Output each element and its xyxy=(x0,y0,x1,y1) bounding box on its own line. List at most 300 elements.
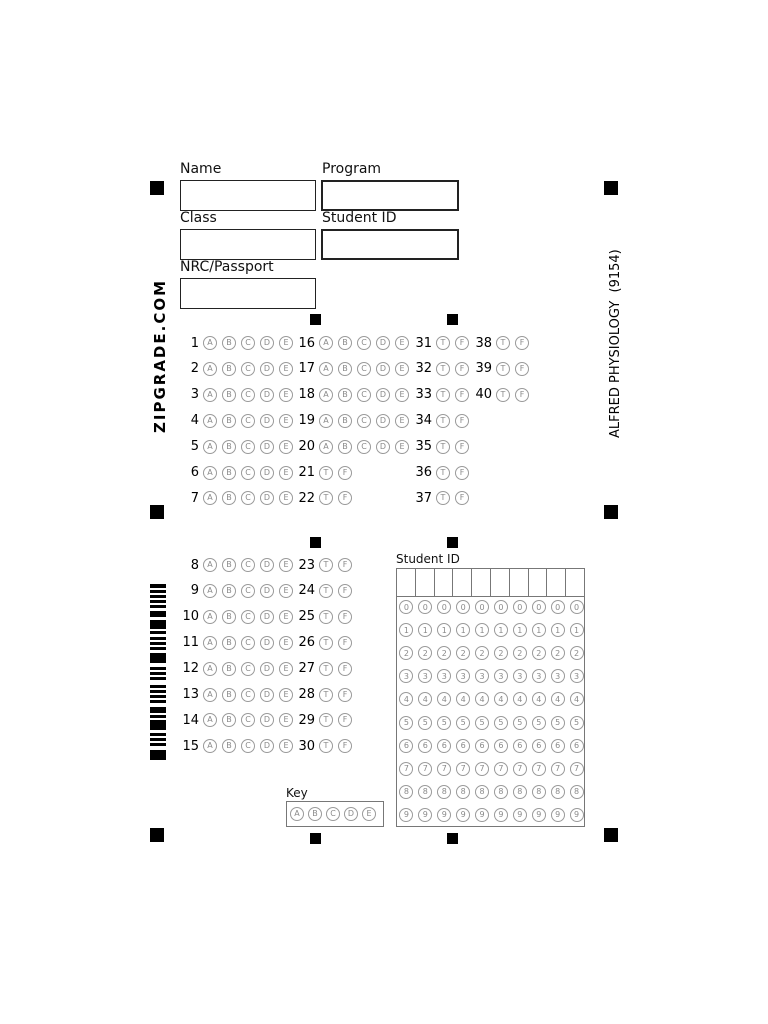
answer-bubble-e[interactable]: E xyxy=(279,636,293,650)
question-row xyxy=(181,581,298,601)
answer-bubble-d[interactable]: D xyxy=(260,688,274,702)
answer-bubble-f[interactable]: F xyxy=(455,414,469,428)
student-id-write-in-cell[interactable] xyxy=(566,569,584,596)
student-id-bubble-0[interactable]: 0 xyxy=(437,600,451,614)
student-id-bubble-4[interactable]: 4 xyxy=(513,692,527,706)
answer-bubble-t[interactable]: T xyxy=(319,491,333,505)
answer-bubble-f[interactable]: F xyxy=(455,466,469,480)
student-id-bubble-4[interactable]: 4 xyxy=(532,692,546,706)
student-id-bubble-1[interactable]: 1 xyxy=(437,623,451,637)
student-id-bubble-9[interactable]: 9 xyxy=(551,808,565,822)
student-id-bubble-7[interactable]: 7 xyxy=(399,762,413,776)
answer-bubble-a[interactable]: A xyxy=(319,336,333,350)
answer-bubble-c[interactable]: C xyxy=(357,440,371,454)
answer-bubble-b[interactable]: B xyxy=(338,440,352,454)
question-row xyxy=(297,437,414,457)
key-bubble-e[interactable]: E xyxy=(362,807,376,821)
answer-bubble-f[interactable]: F xyxy=(455,491,469,505)
answer-bubble-t[interactable]: T xyxy=(436,388,450,402)
answer-bubble-d[interactable]: D xyxy=(260,739,274,753)
answer-bubble-b[interactable]: B xyxy=(222,610,236,624)
student-id-grid xyxy=(396,568,585,827)
answer-bubble-f[interactable]: F xyxy=(515,336,529,350)
student-id-bubble-0[interactable]: 0 xyxy=(551,600,565,614)
student-id-bubble-1[interactable]: 1 xyxy=(513,623,527,637)
student-id-bubble-5[interactable]: 5 xyxy=(418,716,432,730)
student-id-write-in-cell[interactable] xyxy=(510,569,529,596)
answer-bubble-c[interactable]: C xyxy=(241,336,255,350)
sheet-title xyxy=(604,245,624,440)
answer-bubble-f[interactable]: F xyxy=(338,739,352,753)
answer-bubble-t[interactable]: T xyxy=(319,466,333,480)
answer-bubble-c[interactable]: C xyxy=(241,558,255,572)
answer-bubble-t[interactable]: T xyxy=(319,584,333,598)
student-id-bubble-3[interactable]: 3 xyxy=(570,669,584,683)
answer-bubble-f[interactable]: F xyxy=(455,362,469,376)
answer-bubble-f[interactable]: F xyxy=(515,362,529,376)
question-row xyxy=(181,463,298,483)
question-row xyxy=(181,385,298,405)
answer-bubble-c[interactable]: C xyxy=(241,610,255,624)
answer-bubble-b[interactable]: B xyxy=(222,558,236,572)
answer-bubble-a[interactable]: A xyxy=(203,713,217,727)
student-id-bubble-5[interactable]: 5 xyxy=(475,716,489,730)
answer-bubble-b[interactable]: B xyxy=(338,362,352,376)
answer-bubble-d[interactable]: D xyxy=(376,362,390,376)
answer-bubble-c[interactable]: C xyxy=(241,388,255,402)
question-row xyxy=(297,333,414,353)
answer-bubble-t[interactable]: T xyxy=(496,362,510,376)
answer-bubble-t[interactable]: T xyxy=(319,610,333,624)
student-id-bubble-0[interactable]: 0 xyxy=(399,600,413,614)
student-id-write-in-cell[interactable] xyxy=(453,569,472,596)
answer-bubble-a[interactable]: A xyxy=(203,558,217,572)
question-number: 22 xyxy=(298,490,315,506)
student-id-bubble-5[interactable]: 5 xyxy=(532,716,546,730)
answer-bubble-a[interactable]: A xyxy=(203,362,217,376)
answer-bubble-f[interactable]: F xyxy=(455,388,469,402)
answer-bubble-c[interactable]: C xyxy=(241,414,255,428)
student-id-bubble-8[interactable]: 8 xyxy=(532,785,546,799)
answer-bubble-e[interactable]: E xyxy=(279,584,293,598)
answer-bubble-a[interactable]: A xyxy=(203,739,217,753)
student-id-field[interactable] xyxy=(321,229,459,260)
answer-bubble-b[interactable]: B xyxy=(222,362,236,376)
answer-bubble-a[interactable]: A xyxy=(203,491,217,505)
student-id-bubble-1[interactable]: 1 xyxy=(551,623,565,637)
answer-bubble-t[interactable]: T xyxy=(496,388,510,402)
answer-bubble-a[interactable]: A xyxy=(203,336,217,350)
student-id-bubble-0[interactable]: 0 xyxy=(418,600,432,614)
student-id-bubble-1[interactable]: 1 xyxy=(456,623,470,637)
student-id-bubble-4[interactable]: 4 xyxy=(551,692,565,706)
student-id-bubble-0[interactable]: 0 xyxy=(532,600,546,614)
answer-bubble-d[interactable]: D xyxy=(260,558,274,572)
answer-bubble-c[interactable]: C xyxy=(357,362,371,376)
answer-bubble-f[interactable]: F xyxy=(455,336,469,350)
class-label: Class xyxy=(180,210,217,226)
answer-bubble-c[interactable]: C xyxy=(241,362,255,376)
answer-bubble-t[interactable]: T xyxy=(436,414,450,428)
student-id-bubble-8[interactable]: 8 xyxy=(513,785,527,799)
barcode-bar xyxy=(150,590,166,593)
answer-bubble-a[interactable]: A xyxy=(203,414,217,428)
answer-bubble-d[interactable]: D xyxy=(376,388,390,402)
student-id-bubble-9[interactable]: 9 xyxy=(437,808,451,822)
student-id-bubble-2[interactable]: 2 xyxy=(418,646,432,660)
student-id-bubble-7[interactable]: 7 xyxy=(475,762,489,776)
student-id-bubble-3[interactable]: 3 xyxy=(532,669,546,683)
student-id-bubble-1[interactable]: 1 xyxy=(532,623,546,637)
student-id-bubble-7[interactable]: 7 xyxy=(494,762,508,776)
barcode-bar xyxy=(150,743,166,746)
answer-bubble-d[interactable]: D xyxy=(260,466,274,480)
answer-bubble-d[interactable]: D xyxy=(260,636,274,650)
answer-bubble-b[interactable]: B xyxy=(222,688,236,702)
student-id-bubble-2[interactable]: 2 xyxy=(570,646,584,660)
answer-bubble-c[interactable]: C xyxy=(357,336,371,350)
student-id-bubble-8[interactable]: 8 xyxy=(475,785,489,799)
student-id-bubble-4[interactable]: 4 xyxy=(494,692,508,706)
answer-bubble-a[interactable]: A xyxy=(203,636,217,650)
student-id-bubble-4[interactable]: 4 xyxy=(437,692,451,706)
answer-bubble-c[interactable]: C xyxy=(241,491,255,505)
question-row xyxy=(297,411,414,431)
barcode-bar xyxy=(150,707,166,713)
student-id-bubble-4[interactable]: 4 xyxy=(570,692,584,706)
question-row xyxy=(474,385,534,405)
answer-bubble-e[interactable]: E xyxy=(279,336,293,350)
student-id-bubble-5[interactable]: 5 xyxy=(494,716,508,730)
answer-bubble-e[interactable]: E xyxy=(279,362,293,376)
answer-bubble-f[interactable]: F xyxy=(515,388,529,402)
question-number: 35 xyxy=(415,439,432,455)
student-id-bubble-2[interactable]: 2 xyxy=(475,646,489,660)
student-id-bubble-9[interactable]: 9 xyxy=(532,808,546,822)
zipgrade-logo xyxy=(150,250,170,435)
answer-bubble-f[interactable]: F xyxy=(338,584,352,598)
barcode-bar xyxy=(150,690,166,693)
class-field[interactable] xyxy=(180,229,316,260)
answer-bubble-e[interactable]: E xyxy=(279,388,293,402)
student-id-bubble-8[interactable]: 8 xyxy=(456,785,470,799)
answer-bubble-b[interactable]: B xyxy=(222,336,236,350)
student-id-bubble-0[interactable]: 0 xyxy=(494,600,508,614)
answer-bubble-a[interactable]: A xyxy=(203,466,217,480)
inner-marker xyxy=(447,833,458,844)
student-id-bubble-0[interactable]: 0 xyxy=(570,600,584,614)
answer-bubble-c[interactable]: C xyxy=(241,713,255,727)
answer-bubble-t[interactable]: T xyxy=(436,440,450,454)
student-id-bubble-3[interactable]: 3 xyxy=(551,669,565,683)
student-id-bubble-3[interactable]: 3 xyxy=(418,669,432,683)
answer-bubble-c[interactable]: C xyxy=(357,388,371,402)
student-id-bubble-6[interactable]: 6 xyxy=(456,739,470,753)
answer-bubble-e[interactable]: E xyxy=(395,414,409,428)
answer-bubble-d[interactable]: D xyxy=(260,440,274,454)
student-id-write-in-cell[interactable] xyxy=(472,569,491,596)
question-row xyxy=(181,710,298,730)
answer-bubble-e[interactable]: E xyxy=(279,610,293,624)
student-id-bubble-1[interactable]: 1 xyxy=(494,623,508,637)
inner-marker xyxy=(310,537,321,548)
answer-bubble-t[interactable]: T xyxy=(319,558,333,572)
student-id-bubble-8[interactable]: 8 xyxy=(551,785,565,799)
answer-bubble-t[interactable]: T xyxy=(436,491,450,505)
answer-bubble-f[interactable]: F xyxy=(338,688,352,702)
student-id-write-in-cell[interactable] xyxy=(435,569,454,596)
answer-bubble-d[interactable]: D xyxy=(260,713,274,727)
student-id-bubble-1[interactable]: 1 xyxy=(475,623,489,637)
answer-bubble-c[interactable]: C xyxy=(241,739,255,753)
student-id-bubble-5[interactable]: 5 xyxy=(456,716,470,730)
answer-bubble-t[interactable]: T xyxy=(319,662,333,676)
student-id-bubble-9[interactable]: 9 xyxy=(456,808,470,822)
student-id-bubble-7[interactable]: 7 xyxy=(532,762,546,776)
student-id-bubble-6[interactable]: 6 xyxy=(570,739,584,753)
student-id-bubble-4[interactable]: 4 xyxy=(475,692,489,706)
answer-bubble-b[interactable]: B xyxy=(222,584,236,598)
answer-bubble-e[interactable]: E xyxy=(395,440,409,454)
student-id-bubble-3[interactable]: 3 xyxy=(399,669,413,683)
question-row xyxy=(414,437,474,457)
student-id-bubble-0[interactable]: 0 xyxy=(456,600,470,614)
student-id-bubble-3[interactable]: 3 xyxy=(494,669,508,683)
answer-bubble-t[interactable]: T xyxy=(436,466,450,480)
answer-bubble-d[interactable]: D xyxy=(260,336,274,350)
student-id-bubble-7[interactable]: 7 xyxy=(570,762,584,776)
student-id-bubble-0[interactable]: 0 xyxy=(475,600,489,614)
student-id-bubble-9[interactable]: 9 xyxy=(399,808,413,822)
answer-bubble-t[interactable]: T xyxy=(436,362,450,376)
answer-bubble-d[interactable]: D xyxy=(260,388,274,402)
answer-bubble-d[interactable]: D xyxy=(260,584,274,598)
answer-bubble-c[interactable]: C xyxy=(241,662,255,676)
answer-bubble-a[interactable]: A xyxy=(203,440,217,454)
barcode-bar xyxy=(150,642,166,645)
answer-bubble-e[interactable]: E xyxy=(279,440,293,454)
answer-bubble-e[interactable]: E xyxy=(279,491,293,505)
student-id-bubble-6[interactable]: 6 xyxy=(532,739,546,753)
answer-bubble-a[interactable]: A xyxy=(203,388,217,402)
question-row xyxy=(297,581,357,601)
student-id-bubble-7[interactable]: 7 xyxy=(456,762,470,776)
student-id-bubble-3[interactable]: 3 xyxy=(475,669,489,683)
nrc-passport-field[interactable] xyxy=(180,278,316,309)
answer-bubble-e[interactable]: E xyxy=(395,362,409,376)
answer-bubble-b[interactable]: B xyxy=(222,636,236,650)
question-number: 37 xyxy=(415,490,432,506)
answer-bubble-e[interactable]: E xyxy=(279,688,293,702)
student-id-bubble-6[interactable]: 6 xyxy=(475,739,489,753)
answer-bubble-b[interactable]: B xyxy=(222,388,236,402)
student-id-bubble-7[interactable]: 7 xyxy=(418,762,432,776)
answer-bubble-d[interactable]: D xyxy=(376,440,390,454)
answer-bubble-f[interactable]: F xyxy=(338,636,352,650)
student-id-bubble-8[interactable]: 8 xyxy=(570,785,584,799)
inner-marker xyxy=(310,314,321,325)
question-row xyxy=(181,411,298,431)
student-id-bubble-4[interactable]: 4 xyxy=(399,692,413,706)
answer-bubble-d[interactable]: D xyxy=(260,610,274,624)
student-id-bubble-9[interactable]: 9 xyxy=(418,808,432,822)
question-row xyxy=(297,463,357,483)
answer-bubble-c[interactable]: C xyxy=(241,440,255,454)
answer-bubble-b[interactable]: B xyxy=(338,336,352,350)
answer-bubble-d[interactable]: D xyxy=(376,336,390,350)
answer-bubble-a[interactable]: A xyxy=(319,414,333,428)
answer-bubble-c[interactable]: C xyxy=(241,584,255,598)
answer-bubble-a[interactable]: A xyxy=(203,688,217,702)
answer-bubble-b[interactable]: B xyxy=(338,414,352,428)
answer-bubble-b[interactable]: B xyxy=(222,739,236,753)
answer-bubble-c[interactable]: C xyxy=(241,466,255,480)
student-id-bubble-9[interactable]: 9 xyxy=(513,808,527,822)
barcode-bar xyxy=(150,677,166,680)
answer-bubble-e[interactable]: E xyxy=(279,739,293,753)
answer-bubble-d[interactable]: D xyxy=(376,414,390,428)
corner-marker-mid-right xyxy=(604,505,618,519)
student-id-bubble-6[interactable]: 6 xyxy=(494,739,508,753)
student-id-bubble-9[interactable]: 9 xyxy=(494,808,508,822)
question-number: 14 xyxy=(182,712,199,728)
student-id-bubble-0[interactable]: 0 xyxy=(513,600,527,614)
student-id-bubble-3[interactable]: 3 xyxy=(437,669,451,683)
answer-bubble-t[interactable]: T xyxy=(319,739,333,753)
student-id-bubble-2[interactable]: 2 xyxy=(399,646,413,660)
student-id-bubble-7[interactable]: 7 xyxy=(551,762,565,776)
answer-bubble-b[interactable]: B xyxy=(222,662,236,676)
student-id-write-in-cell[interactable] xyxy=(547,569,566,596)
answer-bubble-c[interactable]: C xyxy=(241,688,255,702)
key-bubble-b[interactable]: B xyxy=(308,807,322,821)
answer-bubble-b[interactable]: B xyxy=(222,440,236,454)
key-bubble-c[interactable]: C xyxy=(326,807,340,821)
answer-bubble-e[interactable]: E xyxy=(395,336,409,350)
question-number: 16 xyxy=(298,335,315,351)
student-id-bubble-7[interactable]: 7 xyxy=(437,762,451,776)
student-id-bubble-6[interactable]: 6 xyxy=(418,739,432,753)
student-id-bubble-5[interactable]: 5 xyxy=(513,716,527,730)
answer-bubble-f[interactable]: F xyxy=(338,610,352,624)
answer-bubble-f[interactable]: F xyxy=(338,466,352,480)
student-id-write-in-cell[interactable] xyxy=(529,569,548,596)
student-id-write-in-cell[interactable] xyxy=(416,569,435,596)
answer-bubble-e[interactable]: E xyxy=(279,558,293,572)
answer-bubble-a[interactable]: A xyxy=(319,440,333,454)
key-bubble-a[interactable]: A xyxy=(290,807,304,821)
student-id-bubble-1[interactable]: 1 xyxy=(418,623,432,637)
answer-bubble-t[interactable]: T xyxy=(319,636,333,650)
student-id-bubble-1[interactable]: 1 xyxy=(399,623,413,637)
barcode-bar xyxy=(150,750,166,760)
answer-bubble-t[interactable]: T xyxy=(319,713,333,727)
student-id-bubble-8[interactable]: 8 xyxy=(437,785,451,799)
student-id-bubble-6[interactable]: 6 xyxy=(437,739,451,753)
answer-bubble-e[interactable]: E xyxy=(279,466,293,480)
answer-bubble-a[interactable]: A xyxy=(319,388,333,402)
student-id-bubble-4[interactable]: 4 xyxy=(418,692,432,706)
student-id-write-in-cell[interactable] xyxy=(491,569,510,596)
answer-bubble-t[interactable]: T xyxy=(436,336,450,350)
student-id-write-in-cell[interactable] xyxy=(397,569,416,596)
student-id-bubble-5[interactable]: 5 xyxy=(551,716,565,730)
answer-bubble-c[interactable]: C xyxy=(357,414,371,428)
student-id-bubble-1[interactable]: 1 xyxy=(570,623,584,637)
key-bubble-d[interactable]: D xyxy=(344,807,358,821)
question-number: 26 xyxy=(298,635,315,651)
student-id-bubble-6[interactable]: 6 xyxy=(513,739,527,753)
student-id-bubble-4[interactable]: 4 xyxy=(456,692,470,706)
student-id-bubble-2[interactable]: 2 xyxy=(456,646,470,660)
student-id-bubble-6[interactable]: 6 xyxy=(551,739,565,753)
answer-bubble-e[interactable]: E xyxy=(279,414,293,428)
student-id-bubble-3[interactable]: 3 xyxy=(456,669,470,683)
answer-bubble-b[interactable]: B xyxy=(222,713,236,727)
student-id-bubble-2[interactable]: 2 xyxy=(494,646,508,660)
answer-bubble-f[interactable]: F xyxy=(338,662,352,676)
answer-bubble-d[interactable]: D xyxy=(260,362,274,376)
answer-bubble-f[interactable]: F xyxy=(338,491,352,505)
student-id-bubble-9[interactable]: 9 xyxy=(570,808,584,822)
student-id-bubble-8[interactable]: 8 xyxy=(494,785,508,799)
answer-bubble-d[interactable]: D xyxy=(260,414,274,428)
barcode-bar xyxy=(150,715,166,718)
program-field[interactable] xyxy=(321,180,459,211)
answer-bubble-a[interactable]: A xyxy=(203,584,217,598)
student-id-bubble-2[interactable]: 2 xyxy=(551,646,565,660)
answer-bubble-a[interactable]: A xyxy=(203,662,217,676)
answer-bubble-a[interactable]: A xyxy=(319,362,333,376)
question-number: 1 xyxy=(190,335,199,351)
student-id-bubble-2[interactable]: 2 xyxy=(532,646,546,660)
student-id-bubble-9[interactable]: 9 xyxy=(475,808,489,822)
answer-bubble-b[interactable]: B xyxy=(222,414,236,428)
answer-bubble-b[interactable]: B xyxy=(222,491,236,505)
answer-bubble-d[interactable]: D xyxy=(260,662,274,676)
answer-bubble-a[interactable]: A xyxy=(203,610,217,624)
student-id-bubble-3[interactable]: 3 xyxy=(513,669,527,683)
answer-bubble-e[interactable]: E xyxy=(279,713,293,727)
answer-bubble-f[interactable]: F xyxy=(338,713,352,727)
student-id-bubble-8[interactable]: 8 xyxy=(418,785,432,799)
question-row xyxy=(181,359,298,379)
student-id-bubble-6[interactable]: 6 xyxy=(399,739,413,753)
answer-bubble-b[interactable]: B xyxy=(222,466,236,480)
name-field[interactable] xyxy=(180,180,316,211)
student-id-bubble-5[interactable]: 5 xyxy=(399,716,413,730)
student-id-bubble-5[interactable]: 5 xyxy=(570,716,584,730)
program-label: Program xyxy=(322,161,382,177)
answer-bubble-d[interactable]: D xyxy=(260,491,274,505)
student-id-bubble-5[interactable]: 5 xyxy=(437,716,451,730)
answer-bubble-f[interactable]: F xyxy=(338,558,352,572)
student-id-bubble-2[interactable]: 2 xyxy=(513,646,527,660)
answer-bubble-t[interactable]: T xyxy=(319,688,333,702)
question-number: 5 xyxy=(190,439,199,455)
question-row xyxy=(181,736,298,756)
answer-bubble-t[interactable]: T xyxy=(496,336,510,350)
student-id-bubble-7[interactable]: 7 xyxy=(513,762,527,776)
student-id-bubble-2[interactable]: 2 xyxy=(437,646,451,660)
answer-bubble-e[interactable]: E xyxy=(395,388,409,402)
student-id-bubble-8[interactable]: 8 xyxy=(399,785,413,799)
answer-bubble-f[interactable]: F xyxy=(455,440,469,454)
answer-bubble-b[interactable]: B xyxy=(338,388,352,402)
answer-bubble-c[interactable]: C xyxy=(241,636,255,650)
question-row xyxy=(297,736,357,756)
answer-bubble-e[interactable]: E xyxy=(279,662,293,676)
